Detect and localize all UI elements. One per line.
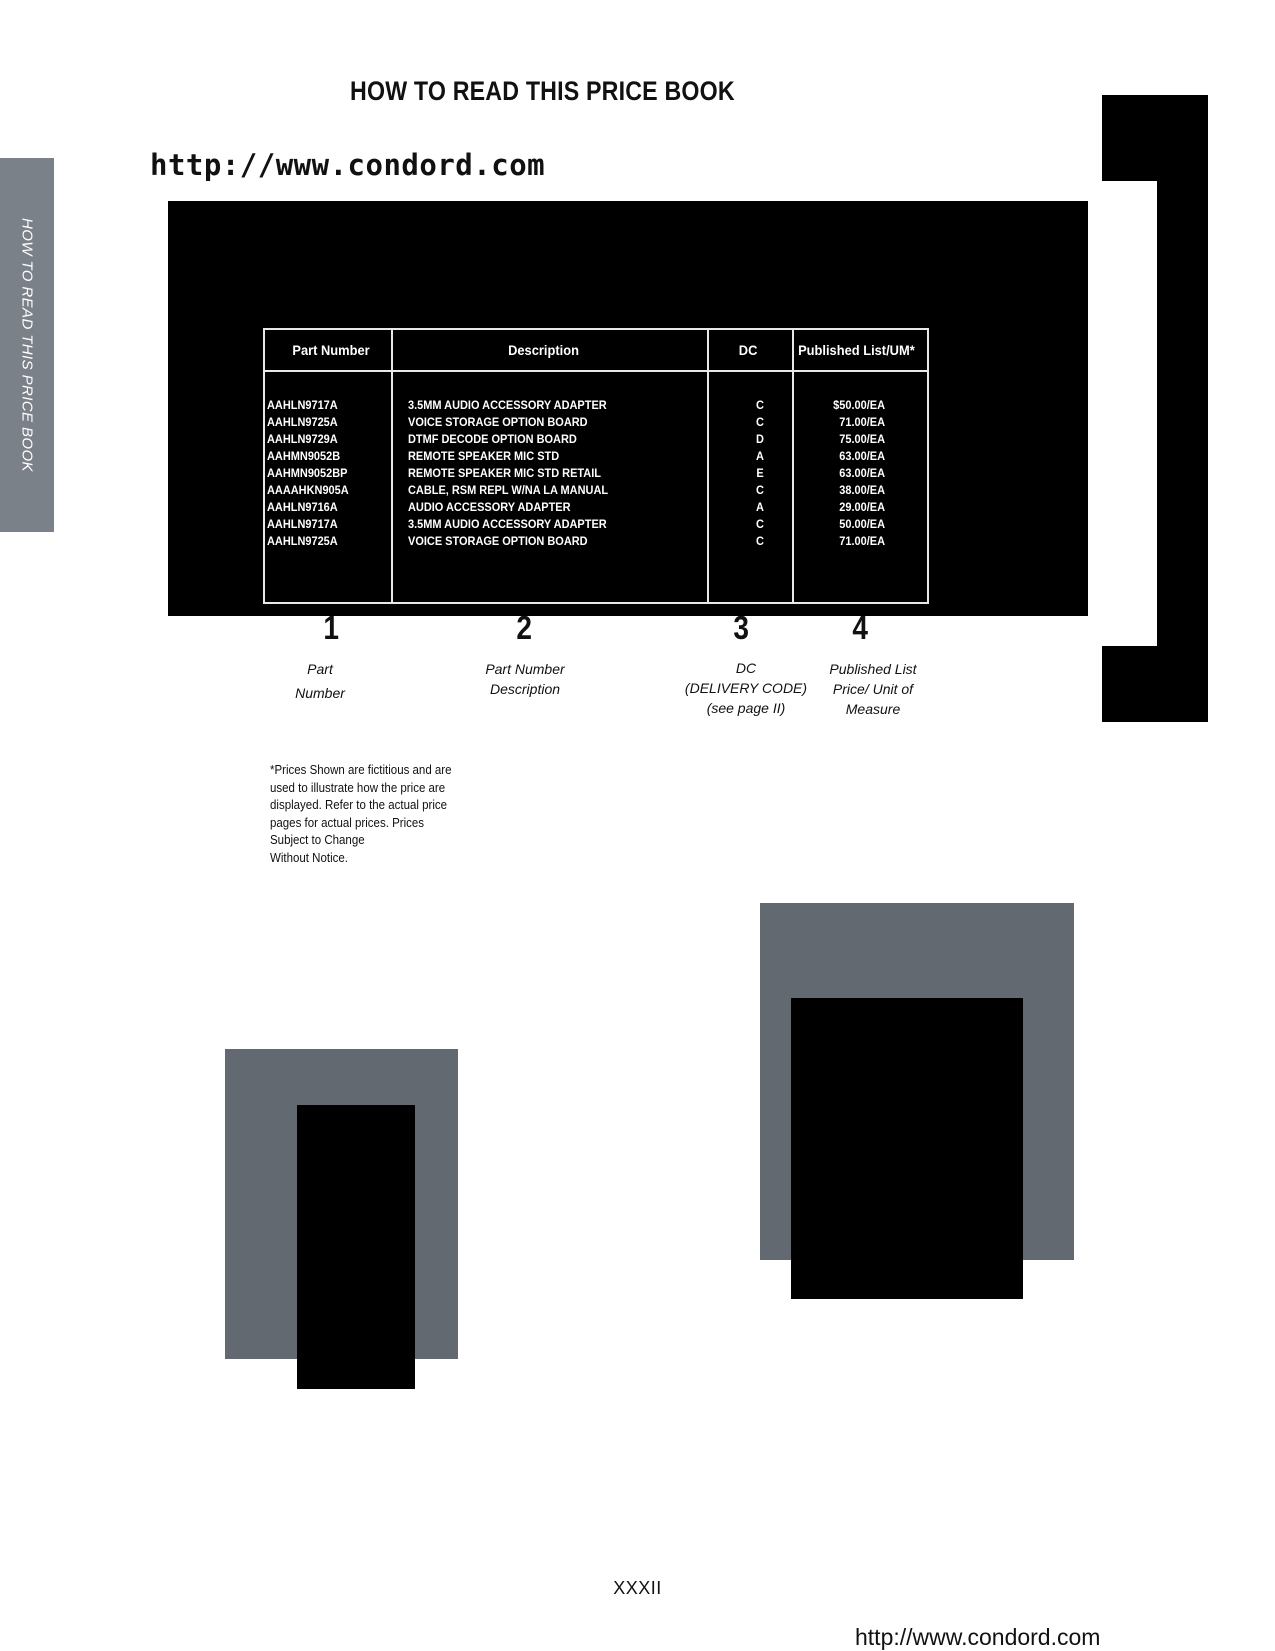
table-row xyxy=(265,448,927,465)
header-price: Published List/UM* xyxy=(798,342,915,358)
dc-cell: C xyxy=(756,483,764,497)
dc-cell: C xyxy=(756,398,764,412)
dc-cell: E xyxy=(756,466,764,480)
callout-3-line3: (see page II) xyxy=(706,700,786,716)
footer-url[interactable]: http://www.condord.com xyxy=(855,1624,1101,1650)
part-number-cell: AAHLN9729A xyxy=(267,432,338,446)
part-number-cell: AAHLN9717A xyxy=(267,398,338,412)
callout-label-2 xyxy=(460,659,590,699)
callout-2-line2: Description xyxy=(489,681,561,697)
part-number-cell: AAAAHKN905A xyxy=(267,483,349,497)
callout-number-2: 2 xyxy=(516,609,532,646)
price-cell: 75.00/EA xyxy=(839,432,885,446)
table-row xyxy=(265,414,927,431)
price-cell: $50.00/EA xyxy=(833,398,885,412)
part-number-cell: AAHLN9716A xyxy=(267,500,338,514)
dc-cell: C xyxy=(756,534,764,548)
footnote-line: displayed. Refer to the actual price xyxy=(270,798,448,812)
callout-1-line1: Part xyxy=(307,661,333,677)
dc-cell: C xyxy=(756,415,764,429)
description-cell: REMOTE SPEAKER MIC STD RETAIL xyxy=(408,466,601,480)
description-cell: 3.5MM AUDIO ACCESSORY ADAPTER xyxy=(408,398,607,412)
header-part-number: Part Number xyxy=(292,342,370,358)
footnote-line: Without Notice. xyxy=(270,850,348,865)
header-url[interactable]: http://www.condord.com xyxy=(150,148,546,182)
table-row xyxy=(265,533,927,550)
side-tab-label: HOW TO READ THIS PRICE BOOK xyxy=(18,218,36,472)
price-cell: 38.00/EA xyxy=(839,483,885,497)
header-description: Description xyxy=(508,342,579,358)
dc-cell: C xyxy=(756,517,764,531)
price-cell: 63.00/EA xyxy=(839,449,885,463)
header-divider xyxy=(265,370,927,372)
dc-cell: D xyxy=(756,432,764,446)
dc-cell: A xyxy=(756,500,764,514)
callout-2-line1: Part Number xyxy=(485,661,565,677)
footnote-line: used to illustrate how the price are xyxy=(270,780,446,795)
callout-3-line1: DC xyxy=(735,660,757,676)
part-number-cell: AAHMN9052BP xyxy=(267,466,348,480)
example-price-table xyxy=(263,328,929,604)
callout-number-1: 1 xyxy=(323,609,339,646)
description-cell: VOICE STORAGE OPTION BOARD xyxy=(408,534,588,548)
footnote-line: pages for actual prices. Prices xyxy=(270,815,425,830)
callout-4-line1: Published List xyxy=(829,661,917,677)
dc-cell: A xyxy=(756,449,764,463)
table-row xyxy=(265,499,927,516)
callout-number-4: 4 xyxy=(852,609,868,646)
price-cell: 50.00/EA xyxy=(839,517,885,531)
price-footnote xyxy=(270,762,482,867)
footnote-line: Subject to Change xyxy=(270,833,365,847)
callout-label-4 xyxy=(808,659,938,719)
price-cell: 63.00/EA xyxy=(839,466,885,480)
table-row xyxy=(265,516,927,533)
part-number-cell: AAHLN9725A xyxy=(267,534,338,548)
header-dc: DC xyxy=(738,342,758,358)
price-cell: 29.00/EA xyxy=(839,500,885,514)
part-number-cell: AAHLN9725A xyxy=(267,415,338,429)
description-cell: 3.5MM AUDIO ACCESSORY ADAPTER xyxy=(408,517,607,531)
callout-3-line2: (DELIVERY CODE) xyxy=(684,680,808,696)
description-cell: DTMF DECODE OPTION BOARD xyxy=(408,432,577,446)
side-tab xyxy=(0,158,54,532)
description-cell: VOICE STORAGE OPTION BOARD xyxy=(408,415,588,429)
table-row xyxy=(265,465,927,482)
callout-4-line2: Price/ Unit of xyxy=(832,681,914,697)
part-number-cell: AAHMN9052B xyxy=(267,449,341,463)
callout-1-line2: Number xyxy=(295,685,345,701)
price-cell: 71.00/EA xyxy=(839,415,885,429)
image-placeholder-right-inner xyxy=(791,998,1023,1299)
price-cell: 71.00/EA xyxy=(839,534,885,548)
table-rows xyxy=(265,397,927,550)
table-row xyxy=(265,482,927,499)
description-cell: REMOTE SPEAKER MIC STD xyxy=(408,449,560,463)
page-title: HOW TO READ THIS PRICE BOOK xyxy=(350,76,735,106)
image-placeholder-left-inner xyxy=(297,1105,415,1389)
bracket-top-block xyxy=(1102,95,1208,181)
callout-number-3: 3 xyxy=(733,609,749,646)
callout-label-1 xyxy=(260,659,380,704)
table-row xyxy=(265,397,927,414)
bracket-bottom-block xyxy=(1102,646,1208,722)
callout-label-3 xyxy=(676,658,816,718)
table-row xyxy=(265,431,927,448)
callout-4-line3: Measure xyxy=(845,701,901,717)
description-cell: AUDIO ACCESSORY ADAPTER xyxy=(408,500,571,514)
description-cell: CABLE, RSM REPL W/NA LA MANUAL xyxy=(408,483,609,497)
footnote-line: *Prices Shown are fictitious and are xyxy=(270,763,452,777)
part-number-cell: AAHLN9717A xyxy=(267,517,338,531)
page-number: XXXII xyxy=(613,1578,662,1598)
bracket-side-block xyxy=(1157,181,1208,646)
